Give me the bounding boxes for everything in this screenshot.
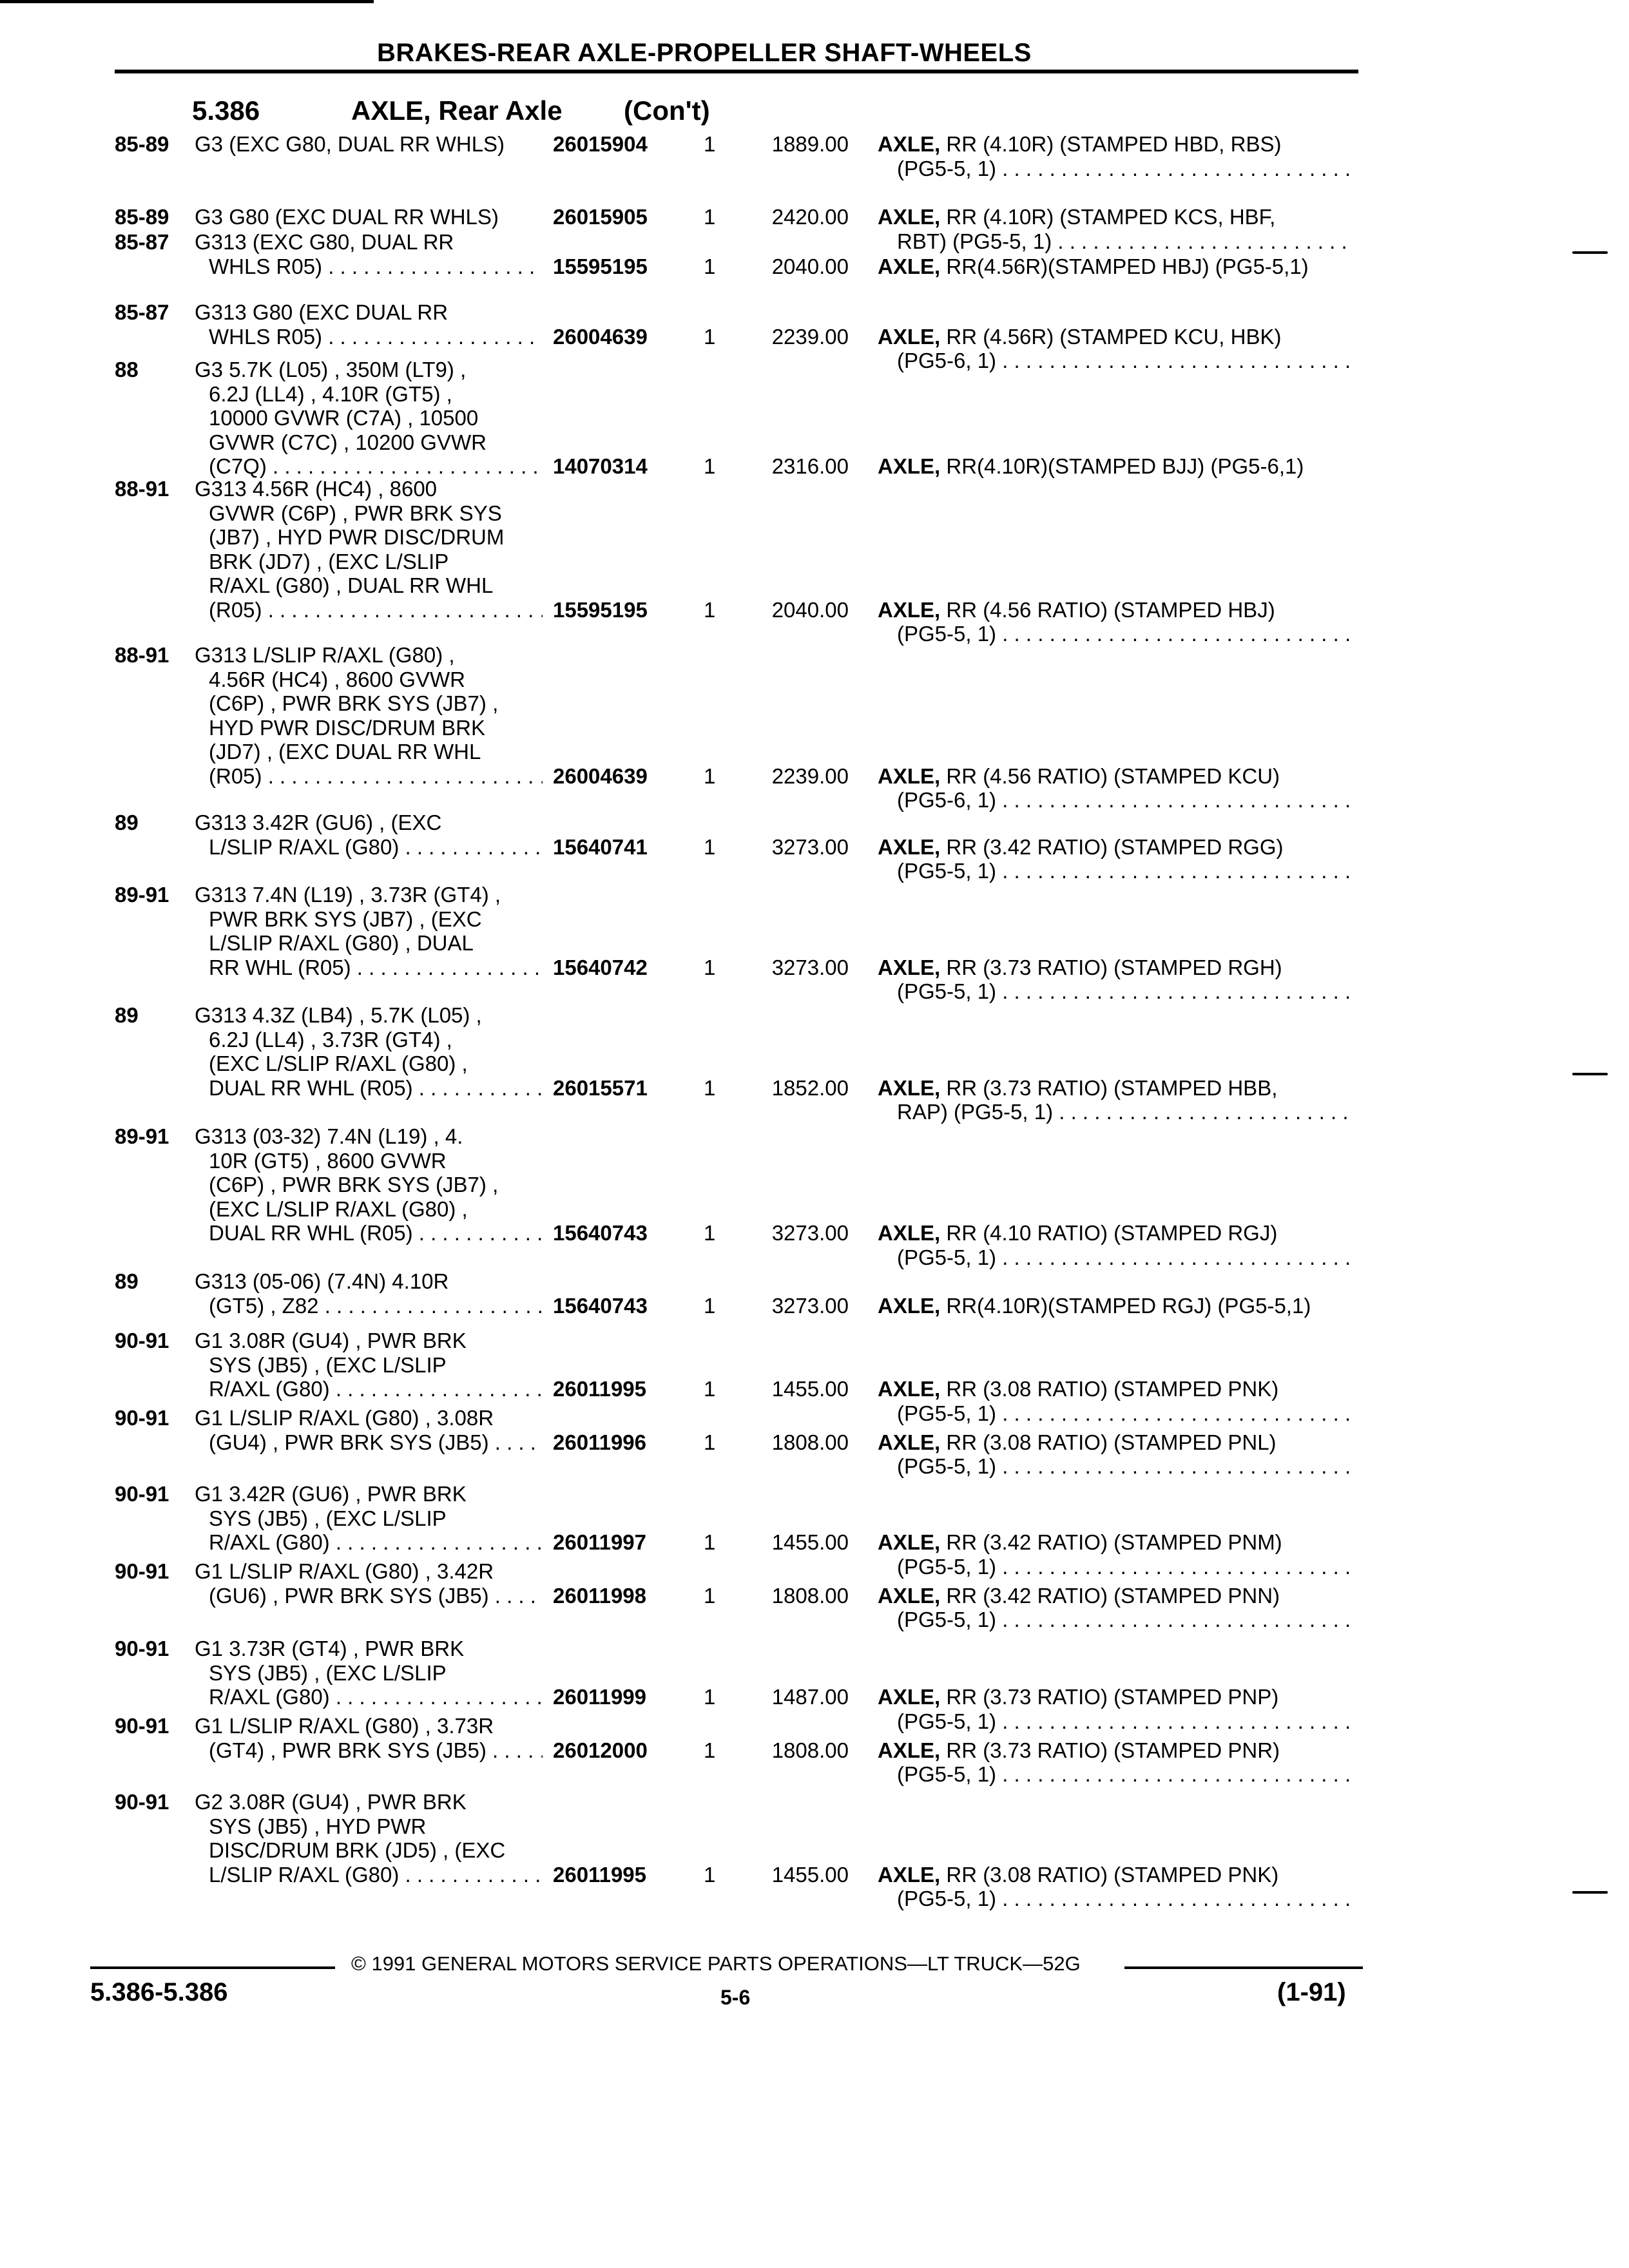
part-number: 26011996 — [553, 1430, 647, 1454]
usage-description — [195, 132, 543, 157]
usage-description — [195, 1790, 543, 1887]
part-keyword: AXLE, — [878, 324, 941, 349]
model-years: 89 — [115, 811, 139, 834]
section-title: AXLE, Rear Axle — [351, 95, 563, 126]
page-header-title: BRAKES-REAR AXLE-PROPELLER SHAFT-WHEELS — [377, 39, 1032, 67]
part-number: 26004639 — [553, 764, 648, 788]
description-line: G313 (03-32) 7.4N (L19) , 4. — [195, 1124, 463, 1148]
part-number: 26015571 — [553, 1075, 648, 1100]
usage-description — [195, 883, 543, 979]
usage-description — [195, 1124, 543, 1245]
description-line: G313 (EXC G80, DUAL RR — [195, 230, 454, 254]
description-line: G313 G80 (EXC DUAL RR — [195, 300, 448, 324]
price: 2420.00 — [771, 205, 849, 229]
part-note — [878, 1294, 1354, 1318]
usage-description — [195, 205, 543, 229]
section-continued: (Con't) — [624, 95, 710, 126]
section-range: 5.386-5.386 — [90, 1978, 228, 2006]
description-line: G1 3.73R (GT4) , PWR BRK — [195, 1637, 465, 1660]
model-years: 85-89 — [115, 132, 169, 156]
quantity: 1 — [704, 764, 716, 788]
description-line: SYS (JB5) , (EXC L/SLIP — [209, 1660, 447, 1685]
model-years: 90-91 — [115, 1790, 169, 1814]
part-keyword: AXLE, — [878, 1075, 941, 1100]
part-note-text: RR (3.73 RATIO) (STAMPED RGH) — [940, 955, 1282, 979]
part-note-text: RR (3.73 RATIO) (STAMPED HBB, — [940, 1075, 1278, 1100]
description-line: L/SLIP R/AXL (G80) . . . — [195, 835, 543, 860]
price: 3273.00 — [771, 834, 849, 859]
part-note-continued: (PG5-6, 1) . . . — [878, 788, 1354, 812]
part-note-continued: (PG5-5, 1) . . . — [878, 157, 1354, 181]
part-note-continued: (PG5-5, 1) . . . — [878, 1245, 1354, 1270]
model-years: 88-91 — [115, 643, 169, 667]
price: 1455.00 — [771, 1862, 849, 1887]
part-note — [878, 132, 1354, 180]
price: 1852.00 — [771, 1075, 849, 1100]
model-years: 89 — [115, 1269, 139, 1293]
usage-description — [195, 300, 543, 349]
quantity: 1 — [704, 955, 716, 979]
model-years: 88 — [115, 358, 139, 381]
description-line: (GT5) , Z82 . . . — [195, 1294, 543, 1318]
description-line: WHLS R05) . . . — [195, 325, 543, 349]
part-keyword: AXLE, — [878, 1293, 941, 1318]
part-number: 26004639 — [553, 324, 648, 349]
usage-description — [195, 358, 543, 479]
quantity: 1 — [704, 1583, 716, 1608]
description-line: L/SLIP R/AXL (G80) . . . — [195, 1863, 543, 1887]
description-line: SYS (JB5) , (EXC L/SLIP — [209, 1506, 447, 1530]
part-note — [878, 325, 1354, 373]
description-line: R/AXL (G80) , DUAL RR WHL — [209, 573, 494, 597]
part-keyword: AXLE, — [878, 1583, 941, 1608]
price: 1455.00 — [771, 1530, 849, 1554]
description-line: (EXC L/SLIP R/AXL (G80) , — [209, 1052, 468, 1075]
part-number: 26015904 — [553, 132, 648, 156]
footer-rule — [90, 1966, 335, 1969]
description-line: 6.2J (LL4) , 4.10R (GT5) , — [209, 381, 452, 406]
part-note-continued: RBT) (PG5-5, 1) . . . — [878, 229, 1354, 254]
price: 2239.00 — [771, 324, 849, 349]
part-note-continued: (PG5-5, 1) . . . — [878, 1454, 1354, 1479]
part-note-text: RR(4.10R)(STAMPED BJJ) (PG5-6,1) — [940, 454, 1304, 478]
description-line: R/AXL (G80) . . . — [195, 1377, 543, 1401]
part-note-continued: (PG5-5, 1) . . . — [878, 859, 1354, 883]
description-line: G313 3.42R (GU6) , (EXC — [195, 811, 442, 834]
description-line: (R05) . . . — [195, 598, 543, 622]
description-line: G1 L/SLIP R/AXL (G80) , 3.73R — [195, 1714, 494, 1738]
price: 1808.00 — [771, 1738, 849, 1762]
part-note-text: RR (3.42 RATIO) (STAMPED PNN) — [940, 1583, 1280, 1608]
description-line: (GU6) , PWR BRK SYS (JB5) . . . — [195, 1584, 543, 1608]
part-note — [878, 764, 1354, 812]
price: 2040.00 — [771, 254, 849, 278]
part-keyword: AXLE, — [878, 1221, 941, 1245]
part-note — [878, 1530, 1354, 1579]
description-line: HYD PWR DISC/DRUM BRK — [209, 715, 486, 740]
quantity: 1 — [704, 1738, 716, 1762]
part-note-continued: (PG5-6, 1) . . . — [878, 349, 1354, 373]
part-keyword: AXLE, — [878, 834, 941, 859]
usage-description — [195, 1637, 543, 1709]
part-note-text: RR (3.73 RATIO) (STAMPED PNR) — [940, 1738, 1280, 1762]
margin-mark — [1572, 1073, 1608, 1075]
description-line: DUAL RR WHL (R05) . . . — [195, 1076, 543, 1100]
part-note-continued: RAP) (PG5-5, 1) . . . — [878, 1100, 1354, 1124]
price: 3273.00 — [771, 1221, 849, 1245]
part-note-text: RR(4.56R)(STAMPED HBJ) (PG5-5,1) — [940, 254, 1309, 278]
description-line: G2 3.08R (GU4) , PWR BRK — [195, 1790, 467, 1814]
part-note — [878, 956, 1354, 1004]
part-number: 15595195 — [553, 254, 648, 278]
quantity: 1 — [704, 454, 716, 478]
price: 2316.00 — [771, 454, 849, 478]
part-note-continued: (PG5-5, 1) . . . — [878, 979, 1354, 1004]
part-note — [878, 598, 1354, 646]
description-line: WHLS R05) . . . — [195, 255, 543, 279]
quantity: 1 — [704, 1293, 716, 1318]
part-note-continued: (PG5-5, 1) . . . — [878, 1608, 1354, 1632]
header-rule — [115, 70, 1358, 73]
description-line: G313 L/SLIP R/AXL (G80) , — [195, 643, 455, 667]
part-keyword: AXLE, — [878, 1738, 941, 1762]
part-keyword: AXLE, — [878, 597, 941, 622]
model-years: 89 — [115, 1003, 139, 1027]
usage-description — [195, 811, 543, 859]
part-note-text: RR (3.08 RATIO) (STAMPED PNK) — [940, 1862, 1279, 1887]
model-years: 90-91 — [115, 1637, 169, 1660]
model-years: 85-89 — [115, 205, 169, 229]
part-keyword: AXLE, — [878, 1430, 941, 1454]
price: 2239.00 — [771, 764, 849, 788]
price: 1808.00 — [771, 1583, 849, 1608]
quantity: 1 — [704, 1221, 716, 1245]
description-line: 10R (GT5) , 8600 GVWR — [209, 1148, 447, 1173]
model-years: 89-91 — [115, 1124, 169, 1148]
description-line: GVWR (C7C) , 10200 GVWR — [209, 430, 487, 454]
description-line: SYS (JB5) , (EXC L/SLIP — [209, 1352, 447, 1377]
section-number: 5.386 — [192, 95, 260, 126]
quantity: 1 — [704, 1530, 716, 1554]
part-note-text: RR (3.73 RATIO) (STAMPED PNP) — [940, 1685, 1279, 1709]
quantity: 1 — [704, 1377, 716, 1401]
description-line: SYS (JB5) , HYD PWR — [209, 1814, 427, 1838]
usage-description — [195, 1714, 543, 1762]
description-line: G3 5.7K (L05) , 350M (LT9) , — [195, 358, 467, 381]
part-keyword: AXLE, — [878, 1530, 941, 1554]
description-line: G1 L/SLIP R/AXL (G80) , 3.08R — [195, 1406, 494, 1430]
part-number: 26011995 — [553, 1377, 647, 1401]
description-line: DISC/DRUM BRK (JD5) , (EXC — [209, 1838, 506, 1862]
part-keyword: AXLE, — [878, 764, 941, 788]
part-number: 15640743 — [553, 1293, 648, 1318]
part-number: 26011995 — [553, 1862, 647, 1887]
quantity: 1 — [704, 132, 716, 156]
page-number: 5-6 — [720, 1986, 751, 2009]
part-note-text: RR (3.08 RATIO) (STAMPED PNK) — [940, 1377, 1279, 1401]
description-line: (JB7) , HYD PWR DISC/DRUM — [209, 525, 505, 549]
part-keyword: AXLE, — [878, 1685, 941, 1709]
model-years: 88-91 — [115, 477, 169, 501]
part-keyword: AXLE, — [878, 1862, 941, 1887]
price: 3273.00 — [771, 955, 849, 979]
part-note-continued: (PG5-5, 1) . . . — [878, 1401, 1354, 1426]
quantity: 1 — [704, 1075, 716, 1100]
description-line: (JD7) , (EXC DUAL RR WHL — [209, 740, 481, 764]
part-note-text: RR (3.08 RATIO) (STAMPED PNL) — [940, 1430, 1277, 1454]
description-line: 10000 GVWR (C7A) , 10500 — [209, 406, 479, 430]
part-number: 26012000 — [553, 1738, 648, 1762]
part-number: 14070314 — [553, 454, 648, 478]
description-line: L/SLIP R/AXL (G80) , DUAL — [209, 931, 474, 955]
price: 1889.00 — [771, 132, 849, 156]
description-line: DUAL RR WHL (R05) . . . — [195, 1221, 543, 1245]
description-line: (EXC L/SLIP R/AXL (G80) , — [209, 1196, 468, 1221]
quantity: 1 — [704, 1862, 716, 1887]
model-years: 89-91 — [115, 883, 169, 907]
usage-description — [195, 1269, 543, 1318]
part-note-text: RR (4.10 RATIO) (STAMPED RGJ) — [940, 1221, 1278, 1245]
part-keyword: AXLE, — [878, 254, 941, 278]
part-note — [878, 1377, 1354, 1425]
description-line: R/AXL (G80) . . . — [195, 1530, 543, 1555]
quantity: 1 — [704, 324, 716, 349]
description-line: (C6P) , PWR BRK SYS (JB7) , — [209, 691, 499, 715]
description-line: G1 3.08R (GU4) , PWR BRK — [195, 1329, 467, 1352]
description-line: G313 7.4N (L19) , 3.73R (GT4) , — [195, 883, 501, 907]
usage-description — [195, 643, 543, 788]
description-line: BRK (JD7) , (EXC L/SLIP — [209, 549, 449, 573]
part-note-continued: (PG5-5, 1) . . . — [878, 1762, 1354, 1787]
part-note — [878, 1685, 1354, 1733]
description-line: (C7Q) . . . — [195, 454, 543, 479]
model-years: 85-87 — [115, 230, 169, 254]
usage-description — [195, 1329, 543, 1401]
footer-rule — [1124, 1966, 1363, 1969]
part-note — [878, 1076, 1354, 1124]
top-corner-rule — [0, 0, 374, 3]
price: 2040.00 — [771, 597, 849, 622]
part-note-text: RR(4.10R)(STAMPED RGJ) (PG5-5,1) — [940, 1293, 1311, 1318]
part-note — [878, 835, 1354, 883]
description-line: R/AXL (G80) . . . — [195, 1685, 543, 1709]
part-keyword: AXLE, — [878, 1377, 941, 1401]
part-keyword: AXLE, — [878, 205, 941, 229]
quantity: 1 — [704, 597, 716, 622]
description-line: G313 4.56R (HC4) , 8600 — [195, 477, 438, 501]
usage-description — [195, 1003, 543, 1100]
part-keyword: AXLE, — [878, 132, 941, 156]
price: 1455.00 — [771, 1377, 849, 1401]
description-line: (GU4) , PWR BRK SYS (JB5) . . . — [195, 1430, 543, 1455]
description-line: G313 4.3Z (LB4) , 5.7K (L05) , — [195, 1003, 482, 1027]
model-years: 90-91 — [115, 1406, 169, 1430]
part-number: 26011999 — [553, 1685, 647, 1709]
model-years: 90-91 — [115, 1714, 169, 1738]
part-number: 26011997 — [553, 1530, 647, 1554]
description-line: GVWR (C6P) , PWR BRK SYS — [209, 501, 502, 525]
model-years: 90-91 — [115, 1329, 169, 1352]
part-number: 15640742 — [553, 955, 648, 979]
part-note-continued: (PG5-5, 1) . . . — [878, 622, 1354, 646]
part-note-text: RR (3.42 RATIO) (STAMPED PNM) — [940, 1530, 1282, 1554]
part-note — [878, 1584, 1354, 1632]
description-line: (C6P) , PWR BRK SYS (JB7) , — [209, 1173, 499, 1196]
part-note — [878, 1221, 1354, 1269]
quantity: 1 — [704, 254, 716, 278]
description-line: (R05) . . . — [195, 764, 543, 789]
part-note-text: RR (4.56 RATIO) (STAMPED KCU) — [940, 764, 1280, 788]
margin-mark — [1572, 1891, 1608, 1894]
usage-description — [195, 230, 543, 278]
price: 1808.00 — [771, 1430, 849, 1454]
description-line: G1 L/SLIP R/AXL (G80) , 3.42R — [195, 1559, 494, 1583]
part-number: 15640741 — [553, 834, 648, 859]
part-keyword: AXLE, — [878, 955, 941, 979]
model-years: 90-91 — [115, 1559, 169, 1583]
quantity: 1 — [704, 1685, 716, 1709]
part-note — [878, 1738, 1354, 1787]
description-line: RR WHL (R05) . . . — [195, 956, 543, 980]
part-note-text: RR (4.10R) (STAMPED HBD, RBS) — [940, 132, 1282, 156]
part-note — [878, 1430, 1354, 1479]
description-line: (GT4) , PWR BRK SYS (JB5) . . . — [195, 1738, 543, 1763]
part-number: 15595195 — [553, 597, 648, 622]
part-note-text: RR (4.56R) (STAMPED KCU, HBK) — [940, 324, 1282, 349]
part-number: 26015905 — [553, 205, 648, 229]
usage-description — [195, 1559, 543, 1608]
part-note-text: RR (3.42 RATIO) (STAMPED RGG) — [940, 834, 1284, 859]
quantity: 1 — [704, 1430, 716, 1454]
description-line: 4.56R (HC4) , 8600 GVWR — [209, 667, 465, 691]
part-note — [878, 454, 1354, 479]
part-note-continued: (PG5-5, 1) . . . — [878, 1709, 1354, 1734]
part-note-text: RR (4.56 RATIO) (STAMPED HBJ) — [940, 597, 1275, 622]
price: 3273.00 — [771, 1293, 849, 1318]
description-line: G3 (EXC G80, DUAL RR WHLS) — [195, 132, 505, 156]
part-note-text: RR (4.10R) (STAMPED KCS, HBF, — [940, 205, 1276, 229]
part-note — [878, 1863, 1354, 1911]
quantity: 1 — [704, 834, 716, 859]
price: 1487.00 — [771, 1685, 849, 1709]
usage-description — [195, 1482, 543, 1555]
description-line: G1 3.42R (GU6) , PWR BRK — [195, 1482, 467, 1506]
part-note-continued: (PG5-5, 1) . . . — [878, 1887, 1354, 1911]
description-line: 6.2J (LL4) , 3.73R (GT4) , — [209, 1027, 452, 1052]
margin-mark — [1572, 251, 1608, 254]
part-note-continued: (PG5-5, 1) . . . — [878, 1555, 1354, 1579]
part-note — [878, 255, 1354, 279]
usage-description — [195, 1406, 543, 1454]
description-line: G313 (05-06) (7.4N) 4.10R — [195, 1269, 449, 1293]
part-keyword: AXLE, — [878, 454, 941, 478]
copyright-line: © 1991 GENERAL MOTORS SERVICE PARTS OPERATIONS—LT TRUCK—52G — [351, 1952, 1081, 1975]
model-years: 90-91 — [115, 1482, 169, 1506]
part-number: 15640743 — [553, 1221, 648, 1245]
description-line: PWR BRK SYS (JB7) , (EXC — [209, 907, 482, 931]
quantity: 1 — [704, 205, 716, 229]
part-note — [878, 205, 1354, 253]
part-number: 26011998 — [553, 1583, 647, 1608]
description-line: G3 G80 (EXC DUAL RR WHLS) — [195, 205, 499, 229]
date-code: (1-91) — [1277, 1978, 1346, 2006]
model-years: 85-87 — [115, 300, 169, 324]
usage-description — [195, 477, 543, 622]
